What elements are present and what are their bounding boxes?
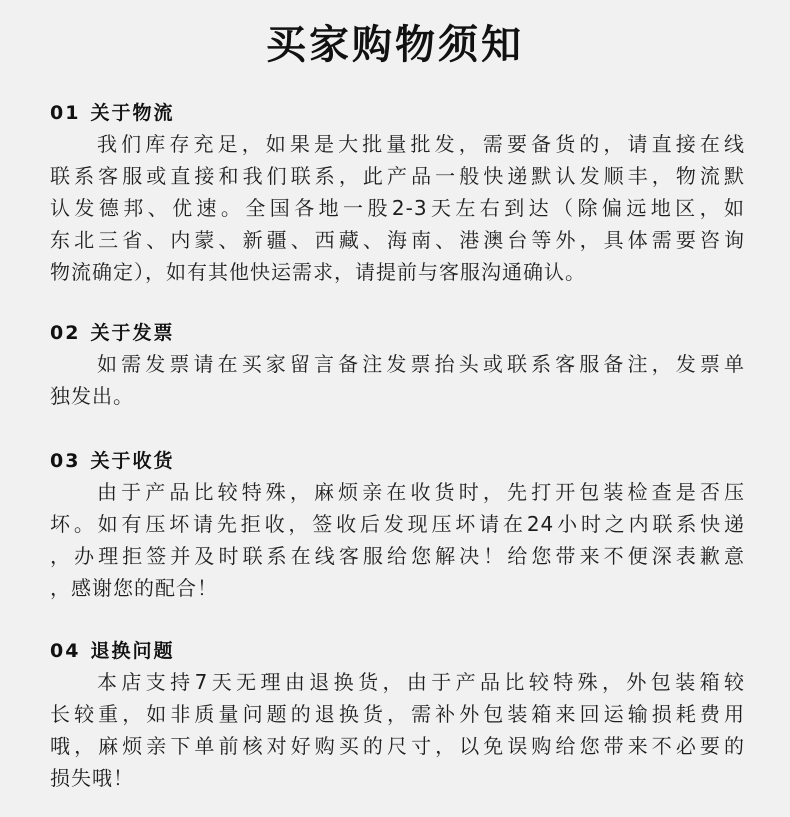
paragraph-line: 如需发票请在买家留言备注发票抬头或联系客服备注，发票单 bbox=[97, 352, 745, 376]
paragraph-line: 独发出。 bbox=[50, 384, 134, 408]
section-heading bbox=[50, 636, 745, 666]
paragraph-line: 哦，麻烦亲下单前核对好购买的尺寸，以免误购给您带来不必要的 bbox=[50, 734, 745, 758]
section-number: 01 bbox=[50, 102, 81, 124]
section-returns bbox=[50, 636, 745, 794]
section-heading-text: 关于收货 bbox=[90, 450, 175, 472]
section-heading bbox=[50, 446, 745, 476]
page-title: 买家购物须知 bbox=[266, 22, 524, 68]
section-heading-text: 退换问题 bbox=[90, 640, 175, 662]
paragraph-line: ，办理拒签并及时联系在线客服给您解决！给您带来不便深表歉意 bbox=[50, 544, 745, 568]
paragraph-line: 认发德邦、优速。全国各地一股2-3天左右到达（除偏远地区，如 bbox=[50, 196, 745, 220]
section-heading bbox=[50, 98, 745, 128]
section-number: 02 bbox=[50, 322, 81, 344]
paragraph-line: 由于产品比较特殊，麻烦亲在收货时，先打开包装检查是否压 bbox=[97, 480, 745, 504]
section-receiving bbox=[50, 446, 745, 604]
paragraph-line: 我们库存充足，如果是大批量批发，需要备货的，请直接在线 bbox=[97, 132, 745, 156]
paragraph-line: 物流确定），如有其他快运需求，请提前与客服沟通确认。 bbox=[50, 260, 586, 284]
section-number: 04 bbox=[50, 640, 81, 662]
section-logistics bbox=[50, 98, 745, 288]
section-number: 03 bbox=[50, 450, 81, 472]
section-heading-text: 关于发票 bbox=[90, 322, 175, 344]
paragraph-line: 东北三省、内蒙、新疆、西藏、海南、港澳台等外，具体需要咨询 bbox=[50, 228, 745, 252]
paragraph-line: 联系客服或直接和我们联系，此产品一般快递默认发顺丰，物流默 bbox=[50, 164, 745, 188]
paragraph-line: 长较重，如非质量问题的退换货，需补外包装箱来回运输损耗费用 bbox=[50, 702, 745, 726]
paragraph-line: ，感谢您的配合！ bbox=[50, 576, 218, 600]
paragraph-line: 损失哦！ bbox=[50, 766, 134, 790]
section-heading bbox=[50, 318, 745, 348]
paragraph-line: 本店支持7天无理由退换货，由于产品比较特殊，外包装箱较 bbox=[97, 670, 745, 694]
paragraph-line: 坏。如有压坏请先拒收，签收后发现压坏请在24小时之内联系快递 bbox=[50, 512, 745, 536]
section-heading-text: 关于物流 bbox=[90, 102, 175, 124]
section-invoice bbox=[50, 318, 745, 412]
